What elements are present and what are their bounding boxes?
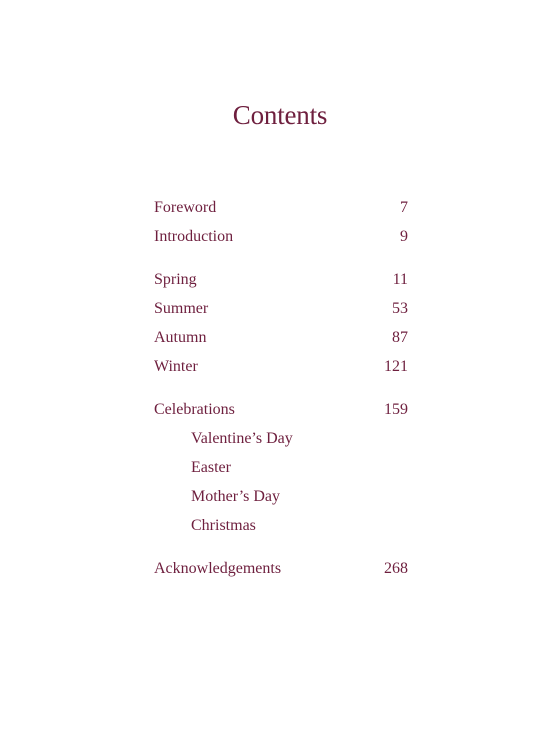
toc-entry-winter[interactable] — [154, 352, 408, 381]
toc-entry-label: Spring — [154, 271, 197, 288]
toc-entry-label: Acknowledgements — [154, 560, 282, 577]
toc-subentry-easter[interactable] — [154, 453, 408, 482]
toc-entry-page: 121 — [384, 358, 408, 375]
toc-entry-label: Celebrations — [154, 401, 235, 418]
toc-entry-label: Introduction — [154, 228, 234, 245]
toc-subentry-valentines-day[interactable] — [154, 424, 408, 453]
toc-entry-page: 11 — [392, 271, 408, 288]
toc-entry-introduction[interactable] — [154, 222, 408, 251]
toc-subentry-label: Christmas — [191, 517, 256, 534]
toc-entry-label: Autumn — [154, 329, 207, 346]
page-title: Contents — [232, 100, 328, 130]
toc-subentry-label: Valentine’s Day — [191, 430, 293, 447]
toc-subentry-mothers-day[interactable] — [154, 482, 408, 511]
toc-entry-autumn[interactable] — [154, 323, 408, 352]
toc-entry-foreword[interactable] — [154, 193, 408, 222]
toc-entry-page: 159 — [384, 401, 408, 418]
toc-entry-page: 9 — [400, 228, 408, 245]
toc-entry-acknowledgements[interactable] — [154, 554, 408, 583]
toc-subentry-label: Mother’s Day — [191, 488, 281, 505]
toc-entry-page: 268 — [384, 560, 408, 577]
toc-entry-celebrations[interactable] — [154, 395, 408, 424]
toc-entry-page: 53 — [392, 300, 408, 317]
toc-entry-spring[interactable] — [154, 265, 408, 294]
toc-entry-page: 7 — [400, 199, 408, 216]
toc-subentry-christmas[interactable] — [154, 511, 408, 540]
toc-entry-page: 87 — [392, 329, 408, 346]
table-of-contents — [154, 193, 408, 583]
toc-entry-label: Foreword — [154, 199, 217, 216]
toc-entry-label: Winter — [154, 358, 198, 375]
toc-entry-summer[interactable] — [154, 294, 408, 323]
toc-subentry-label: Easter — [191, 459, 231, 476]
toc-entry-label: Summer — [154, 300, 209, 317]
